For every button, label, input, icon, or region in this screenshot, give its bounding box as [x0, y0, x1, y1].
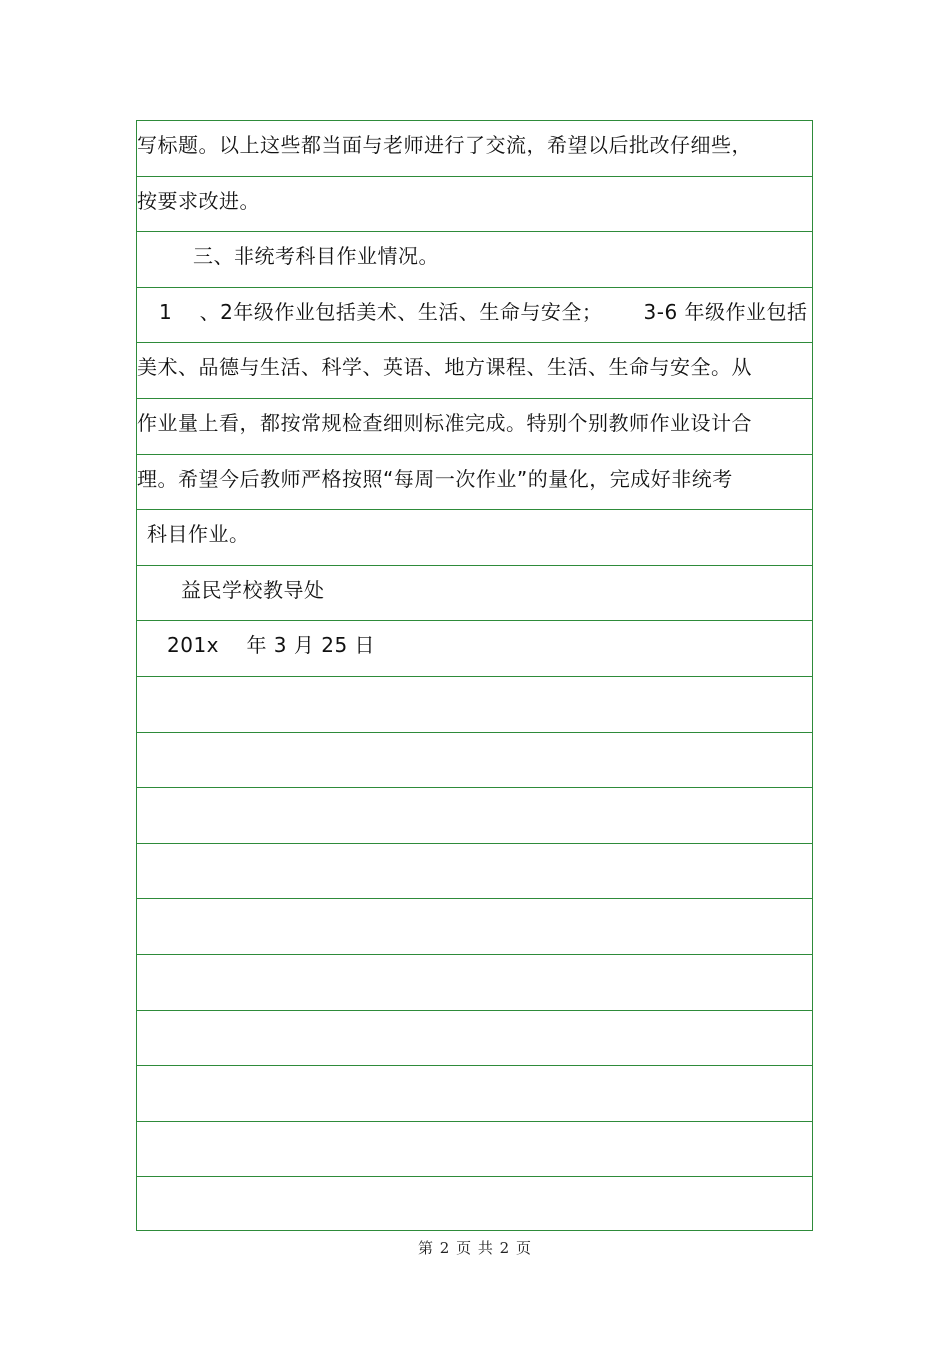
ruled-line-2: [137, 177, 812, 233]
ruled-line-19: [137, 1122, 812, 1178]
ruled-line-9: [137, 566, 812, 622]
ruled-line-7: [137, 455, 812, 511]
text-line-1: 写标题。以上这些都当面与老师进行了交流，希望以后批改仔细些，: [137, 133, 752, 157]
ruled-line-8: [137, 510, 812, 566]
ruled-line-16: [137, 955, 812, 1011]
ruled-line-10: [137, 621, 812, 677]
text-line-2: 按要求改进。: [137, 188, 260, 213]
ruled-line-20: [137, 1177, 812, 1233]
ruled-text-box: [136, 120, 813, 1231]
ruled-line-4: [137, 288, 812, 344]
text-line-6: 作业量上看，都按常规检查细则标准完成。特别个别教师作业设计合: [137, 411, 752, 435]
page-footer: 第 2 页 共 2 页: [418, 1239, 532, 1257]
text-line-8: 科目作业。: [147, 522, 250, 547]
ruled-line-17: [137, 1011, 812, 1067]
ruled-line-5: [137, 343, 812, 399]
text-line-5: 美术、品德与生活、科学、英语、地方课程、生活、生命与安全。从: [137, 355, 752, 380]
ruled-line-14: [137, 844, 812, 900]
text-line-7: 理。希望今后教师严格按照“每周一次作业”的量化，完成好非统考: [137, 466, 733, 491]
ruled-line-11: [137, 677, 812, 733]
ruled-line-12: [137, 733, 812, 789]
ruled-line-6: [137, 399, 812, 455]
ruled-line-1: [137, 121, 812, 177]
ruled-line-18: [137, 1066, 812, 1122]
signature-org: 益民学校教导处: [181, 577, 325, 602]
signature-date: 201x 年 3 月 25 日: [167, 633, 376, 658]
ruled-line-13: [137, 788, 812, 844]
ruled-line-3: [137, 232, 812, 288]
text-line-4: 1 、2年级作业包括美术、生活、生命与安全； 3-6 年级作业包括: [159, 299, 808, 324]
ruled-line-15: [137, 899, 812, 955]
section-heading: 三、非统考科目作业情况。: [193, 244, 439, 269]
